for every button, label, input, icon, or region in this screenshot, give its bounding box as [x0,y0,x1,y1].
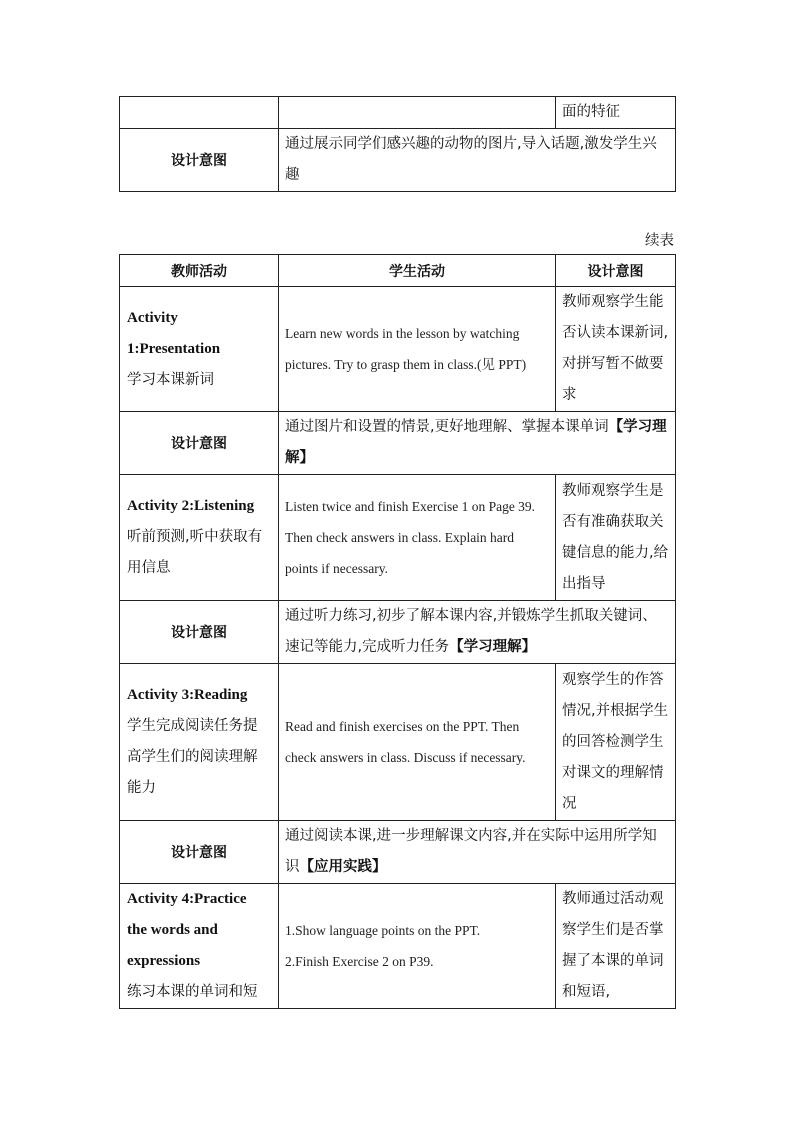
activity-cell [120,664,279,821]
design-tag: 【应用实践】 [299,859,387,875]
continued-label: 续表 [645,233,674,249]
design-text: 通过阅读本课,进一步理解课文内容,并在实际中运用所学知识 [285,828,657,875]
table-row [120,97,676,129]
lesson-activities-table [119,254,676,1009]
design-text: 通过听力练习,初步了解本课内容,并锻炼学生抓取关键词、速记等能力,完成听力任务 [285,608,657,655]
design-tag: 【学习理解】 [449,639,537,655]
activity-desc: 听前预测,听中获取有用信息 [127,529,263,576]
teacher-observation: 教师观察学生是否有准确获取关键信息的能力,给出指导 [556,475,676,601]
design-intent-label: 设计意图 [120,821,279,884]
design-intent-text [279,601,676,664]
student-activity: Read and finish exercises on the PPT. Then check answers in class. Discuss if necessary. [279,664,556,821]
student-activity: Learn new words in the lesson by watching pictures. Try to grasp them in class.(见 PPT) [279,287,556,412]
activity-title-2: 1:Presentation [127,340,221,357]
design-intent-label: 设计意图 [120,601,279,664]
cell-empty [120,97,279,129]
design-intent-text: 通过展示同学们感兴趣的动物的图片,导入话题,激发学生兴趣 [279,129,676,192]
design-text: 通过图片和设置的情景,更好地理解、掌握本课单词 [285,419,609,435]
table-top-fragment [119,96,676,192]
activity-cell [120,475,279,601]
table-row [120,475,676,601]
activity-cell [120,287,279,412]
design-intent-text [279,821,676,884]
table-row [120,129,676,192]
student-step-2: 2.Finish Exercise 2 on P39. [285,954,434,969]
activity-title: Activity [127,309,178,326]
activity-cell [120,884,279,1009]
teacher-observation: 教师通过活动观察学生们是否掌握了本课的单词和短语, [556,884,676,1009]
design-intent-label: 设计意图 [120,412,279,475]
activity-title: Activity 3:Reading [127,687,248,703]
teacher-observation: 观察学生的作答情况,并根据学生的回答检测学生对课文的理解情况 [556,664,676,821]
table-row [120,287,676,412]
header-design-intent: 设计意图 [556,255,676,287]
student-step-1: 1.Show language points on the PPT. [285,923,481,938]
activity-desc: 学生完成阅读任务提高学生们的阅读理解能力 [127,718,258,796]
teacher-observation: 教师观察学生能否认读本课新词,对拼写暂不做要求 [556,287,676,412]
table-row [120,821,676,884]
student-activity [279,884,556,1009]
table-row [120,664,676,821]
table-row [120,884,676,1009]
activity-title-2: the words and expressions [127,922,218,969]
cell-empty [279,97,556,129]
table-row [120,601,676,664]
design-intent-text [279,412,676,475]
design-intent-label: 设计意图 [120,129,279,192]
table-header-row [120,255,676,287]
activity-desc: 学习本课新词 [127,371,214,388]
header-teacher-activity: 教师活动 [120,255,279,287]
activity-desc: 练习本课的单词和短 [127,984,258,1000]
table-row [120,412,676,475]
activity-title: Activity 2:Listening [127,498,255,514]
activity-title: Activity 4:Practice [127,891,247,907]
header-student-activity: 学生活动 [279,255,556,287]
design-tag: 【学习理解】 [285,419,667,466]
student-activity: Listen twice and finish Exercise 1 on Page 39. Then check answers in class. Explain hard points if necessary. [279,475,556,601]
cell-intent-tail: 面的特征 [556,97,676,129]
